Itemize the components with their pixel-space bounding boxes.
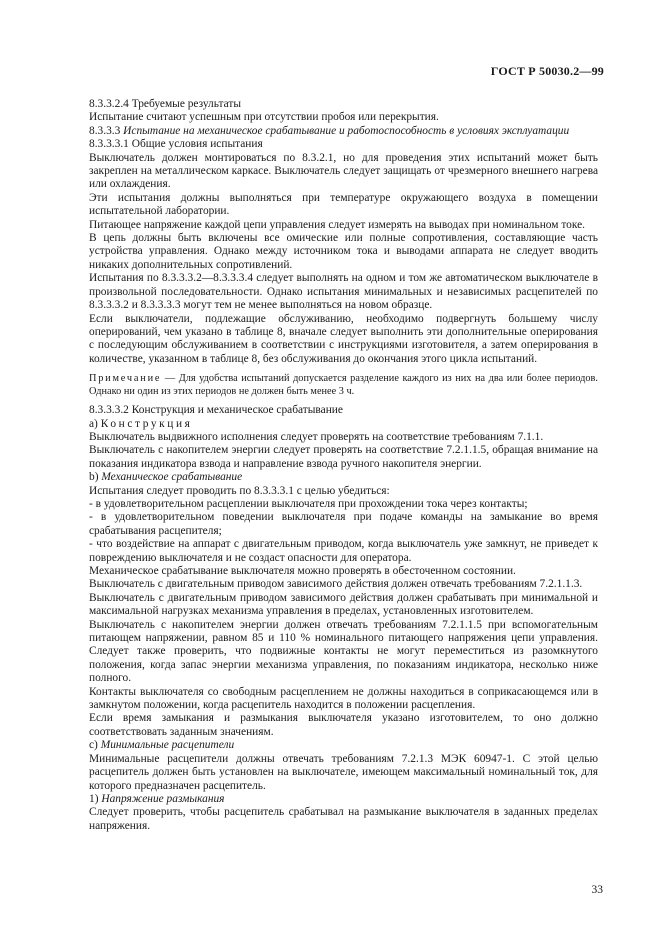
- paragraph: Испытания следует проводить по 8.3.3.3.1 с целью убедиться:: [89, 484, 390, 497]
- document-body: [89, 98, 598, 833]
- paragraph: Выключатель должен монтироваться по 8.3.2.1, но для проведения этих испытаний может быть закреплен на металлическом каркасе. Выключатель следует защищать от чрезмерного внешнего нагрева или охлаждения.: [89, 151, 598, 191]
- clause-8-3-3-3: [89, 125, 598, 138]
- paragraph: Питающее напряжение каждой цепи управления следует измерять на выводах при номинальном токе.: [89, 218, 585, 231]
- item-title: Напряжение размыкания: [101, 792, 225, 805]
- item-1: 1) Напряжение размыкания: [89, 792, 225, 805]
- paragraph: Если выключатели, подлежащие обслуживанию, необходимо подвергнуть большему числу оперирований, чем указано в таблице 8, вначале следует выполнить эти дополнительные оперирования с последующим обслуживанием в соответствии с инструкциями изготовителя, а затем оперирования в количестве, указанном в таблице 8, без обслуживания до окончания этого цикла испытаний.: [89, 312, 598, 365]
- paragraph: Испытание считают успешным при отсутствии пробоя или перекрытия.: [89, 111, 439, 124]
- item-title: Минимальные расцепители: [100, 739, 235, 752]
- item-b: b) Механическое срабатывание: [89, 471, 243, 484]
- clause-8-3-3-2-4: 8.3.3.2.4 Требуемые результаты: [89, 98, 242, 110]
- page-number: 33: [591, 884, 603, 896]
- clause-number: 8.3.3.3: [89, 124, 124, 137]
- paragraph: Выключатель выдвижного исполнения следует проверять на соответствие требованиям 7.1.1.: [89, 430, 544, 443]
- note-text: — Для удобства испытаний допускается разделение каждого из них на два или более периодов. Однако ни один из этих периодов не должен быть менее 3 ч.: [89, 373, 598, 398]
- note-label: Примечание: [89, 373, 162, 385]
- clause-8-3-3-3-1: 8.3.3.3.1 Общие условия испытания: [89, 138, 263, 151]
- paragraph: Выключатель с накопителем энергии должен отвечать требованиям 7.2.1.1.5 при вспомогательным питающем напряжении, равном 85 и 110 % номинального питающего напряжения цепи управления. Следует также проверить, что подвижные контакты не могут переместиться из разомкнутого положения, когда запас энергии механизма управления, по показаниям индикатора, несколько ниже полного.: [89, 618, 598, 685]
- paragraph: Эти испытания должны выполняться при температуре окружающего воздуха в помещении испытательной лаборатории.: [89, 191, 598, 218]
- paragraph: Выключатель с двигательным приводом зависимого действия должен срабатывать при минимальной и максимальной нагрузках механизма управления в пределах, установленных изготовителем.: [89, 591, 598, 618]
- clause-8-3-3-3-2: 8.3.3.3.2 Конструкция и механическое срабатывание: [89, 404, 343, 417]
- paragraph: Механическое срабатывание выключателя можно проверять в обесточенном состоянии.: [89, 565, 516, 577]
- paragraph: Выключатель с накопителем энергии следует проверять на соответствие 7.2.1.1.5, обращая внимание на показания индикатора взвода и направление взвода ручного накопителя энергии.: [89, 444, 598, 470]
- paragraph: Минимальные расцепители должны отвечать требованиям 7.2.1.3 МЭК 60947-1. С этой целью расцепитель должен быть установлен на выключателе, имеющем максимальный номинальный ток, для которого предназначен расцепитель.: [89, 752, 598, 792]
- item-a: a) Конструкция: [89, 417, 193, 430]
- paragraph: Следует проверить, чтобы расцепитель срабатывал на размыкание выключателя в заданных пределах напряжения.: [89, 806, 598, 832]
- item-title: Механическое срабатывание: [101, 471, 243, 484]
- document-code: ГОСТ Р 50030.2—99: [490, 64, 604, 78]
- list-item: - что воздействие на аппарат с двигательным приводом, когда выключатель уже замкнут, не приведет к повреждению выключателя и не создаст опасности для оператора.: [89, 538, 598, 564]
- paragraph: Испытания по 8.3.3.3.2—8.3.3.3.4 следует выполнять на одном и том же автоматическом выключателе в произвольной последовательности. Однако испытания минимальных и независимых расцепителей по 8.3.3.3.2 и 8.3.3.3.3 могут тем не менее выполняться на новом образце.: [89, 272, 598, 312]
- paragraph: Выключатель с двигательным приводом зависимого действия должен отвечать требованиям 7.2.1.1.3.: [89, 578, 583, 591]
- item-title: Конструкция: [100, 417, 193, 430]
- paragraph: Контакты выключателя со свободным расцеплением не должны находиться в соприкасающемся или в замкнутом положении, когда расцепитель находится в положении расцепления.: [89, 685, 598, 712]
- list-item: - в удовлетворительном расцеплении выключателя при прохождении тока через контакты;: [89, 497, 528, 510]
- clause-title: Испытание на механическое срабатывание и работоспособность в условиях эксплуатации: [123, 124, 570, 137]
- paragraph: Если время замыкания и размыкания выключателя указано изготовителем, то оно должно соответствовать заданным значениям.: [89, 712, 598, 738]
- paragraph: В цепь должны быть включены все омические или полные сопротивления, составляющие часть устройства управления. Однако между источником тока и выводами аппарата не следует вводить никаких дополнительных сопротивлений.: [89, 232, 598, 271]
- note: [89, 372, 598, 398]
- item-c: c) Минимальные расцепители: [89, 739, 235, 752]
- list-item: - в удовлетворительном поведении выключателя при подаче команды на замыкание во время срабатывания расцепителя;: [89, 511, 598, 537]
